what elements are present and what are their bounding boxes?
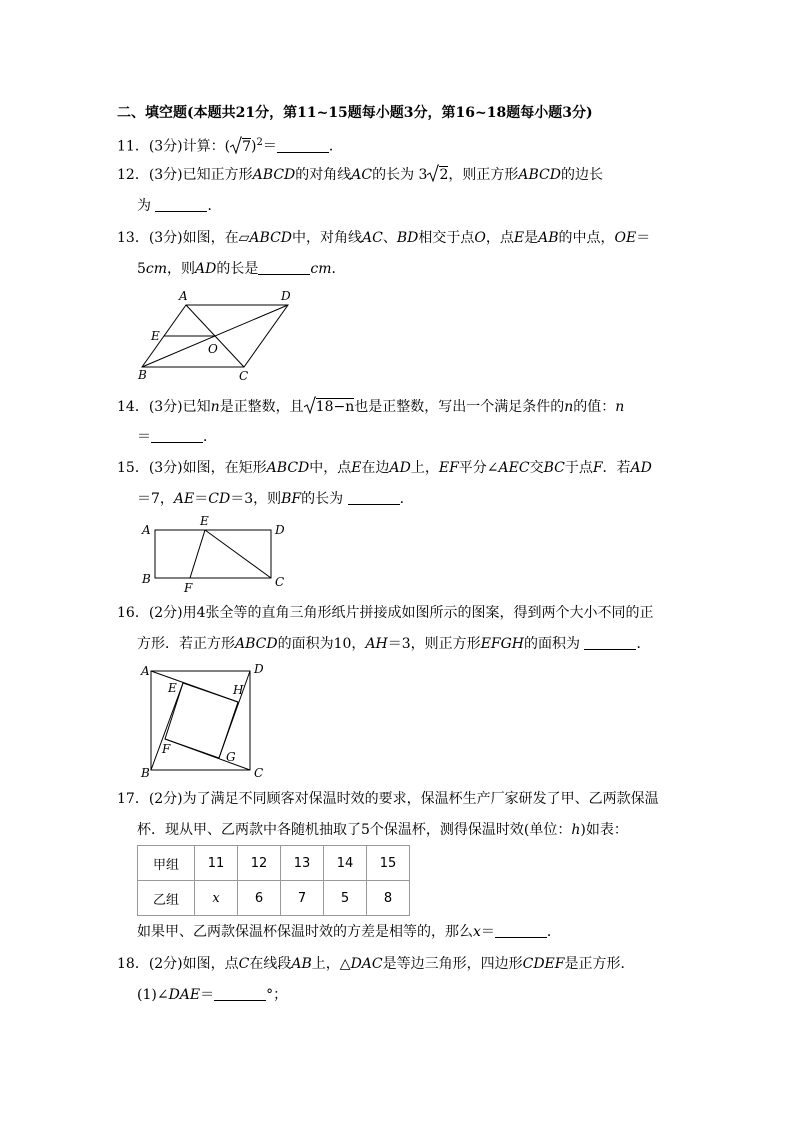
table-cell: 14 bbox=[324, 846, 367, 881]
label-B: B bbox=[138, 368, 147, 382]
table-cell: 甲组 bbox=[138, 846, 195, 881]
label-E: E bbox=[151, 329, 160, 343]
table-row bbox=[138, 846, 410, 881]
table-cell: 13 bbox=[281, 846, 324, 881]
question-18-line1: 18．(2分)如图，点C在线段AB上，△DAC是等边三角形，四边形CDEF是正方形． bbox=[117, 956, 635, 972]
data-table bbox=[137, 845, 410, 916]
sqrt-symbol bbox=[230, 136, 242, 160]
table-cell: 8 bbox=[367, 881, 410, 916]
rectangle-figure bbox=[138, 513, 293, 595]
label-A: A bbox=[179, 289, 188, 303]
question-12-line1: 12．(3分)已知正方形ABCD的对角线AC的长为 3 2，则正方形ABCD的边长 bbox=[117, 164, 603, 188]
label-C: C bbox=[275, 575, 285, 589]
section-title: 二、填空题(本题共21分，第11~15题每小题3分，第16~18题每小题3分) bbox=[117, 105, 593, 121]
answer-blank bbox=[214, 986, 266, 1001]
question-14-line2: ＝ ． bbox=[137, 429, 217, 445]
question-13-line2: 5cm，则AD的长是 cm． bbox=[137, 261, 346, 277]
table-cell: 12 bbox=[238, 846, 281, 881]
table-row bbox=[138, 881, 410, 916]
table-cell: 15 bbox=[367, 846, 410, 881]
label-D: D bbox=[254, 662, 264, 676]
label-B: B bbox=[142, 572, 151, 586]
label-D: D bbox=[281, 289, 291, 303]
question-16-line1: 16．(2分)用4张全等的直角三角形纸片拼接成如图所示的图案，得到两个大小不同的正 bbox=[117, 605, 654, 621]
question-17-line3: 如果甲、乙两款保温杯保温时效的方差是相等的，那么x＝ ． bbox=[137, 924, 561, 940]
question-12-line2: 为 ． bbox=[137, 198, 222, 214]
question-13-line1: 13．(3分)如图，在▱ABCD中，对角线AC、BD相交于点O，点E是AB的中点，OE＝ bbox=[117, 230, 651, 246]
label-E: E bbox=[168, 681, 177, 695]
label-C: C bbox=[254, 766, 264, 780]
label-C: C bbox=[239, 369, 249, 383]
question-17-line1: 17．(2分)为了满足不同顾客对保温时效的要求，保温杯生产厂家研发了甲、乙两款保温 bbox=[117, 791, 659, 807]
question-17-line2: 杯．现从甲、乙两款中各随机抽取了5个保温杯，测得保温时效(单位：h)如表： bbox=[137, 822, 628, 838]
answer-blank bbox=[258, 260, 310, 275]
sqrt-symbol bbox=[427, 164, 439, 188]
label-G: G bbox=[226, 750, 236, 764]
answer-blank bbox=[495, 923, 547, 938]
label-H: H bbox=[233, 683, 244, 697]
label-B: B bbox=[141, 766, 150, 780]
label-F: F bbox=[162, 742, 171, 756]
answer-blank bbox=[277, 138, 329, 153]
table-cell: 7 bbox=[281, 881, 324, 916]
answer-blank bbox=[151, 428, 203, 443]
label-E: E bbox=[200, 514, 209, 528]
table-cell: 5 bbox=[324, 881, 367, 916]
label-D: D bbox=[275, 523, 285, 537]
parallelogram-figure bbox=[135, 288, 300, 383]
answer-blank bbox=[348, 490, 400, 505]
question-15-line2: ＝7，AE＝CD＝3，则BF的长为 ． bbox=[137, 491, 414, 507]
table-cell: 乙组 bbox=[138, 881, 195, 916]
label-A: A bbox=[142, 523, 151, 537]
question-14-line1: 14．(3分)已知n是正整数，且 18−n也是正整数，写出一个满足条件的n的值：n bbox=[117, 396, 624, 420]
label-A: A bbox=[141, 664, 150, 678]
square-figure bbox=[138, 660, 268, 780]
label-O: O bbox=[208, 342, 218, 356]
answer-blank bbox=[155, 197, 207, 212]
table-cell: 11 bbox=[195, 846, 238, 881]
sqrt-symbol bbox=[304, 396, 316, 420]
question-11: 11．(3分)计算：( 7)$^2$＝ ． bbox=[117, 133, 343, 160]
label-F: F bbox=[184, 581, 193, 595]
answer-blank bbox=[584, 635, 636, 650]
question-15-line1: 15．(3分)如图，在矩形ABCD中，点E在边AD上，EF平分∠AEC交BC于点F．若AD bbox=[117, 460, 652, 476]
question-18-line2: (1)∠DAE＝ °； bbox=[137, 987, 288, 1003]
table-cell: x bbox=[195, 881, 238, 916]
question-16-line2: 方形．若正方形ABCD的面积为10，AH＝3，则正方形EFGH的面积为 ． bbox=[137, 636, 651, 652]
table-cell: 6 bbox=[238, 881, 281, 916]
